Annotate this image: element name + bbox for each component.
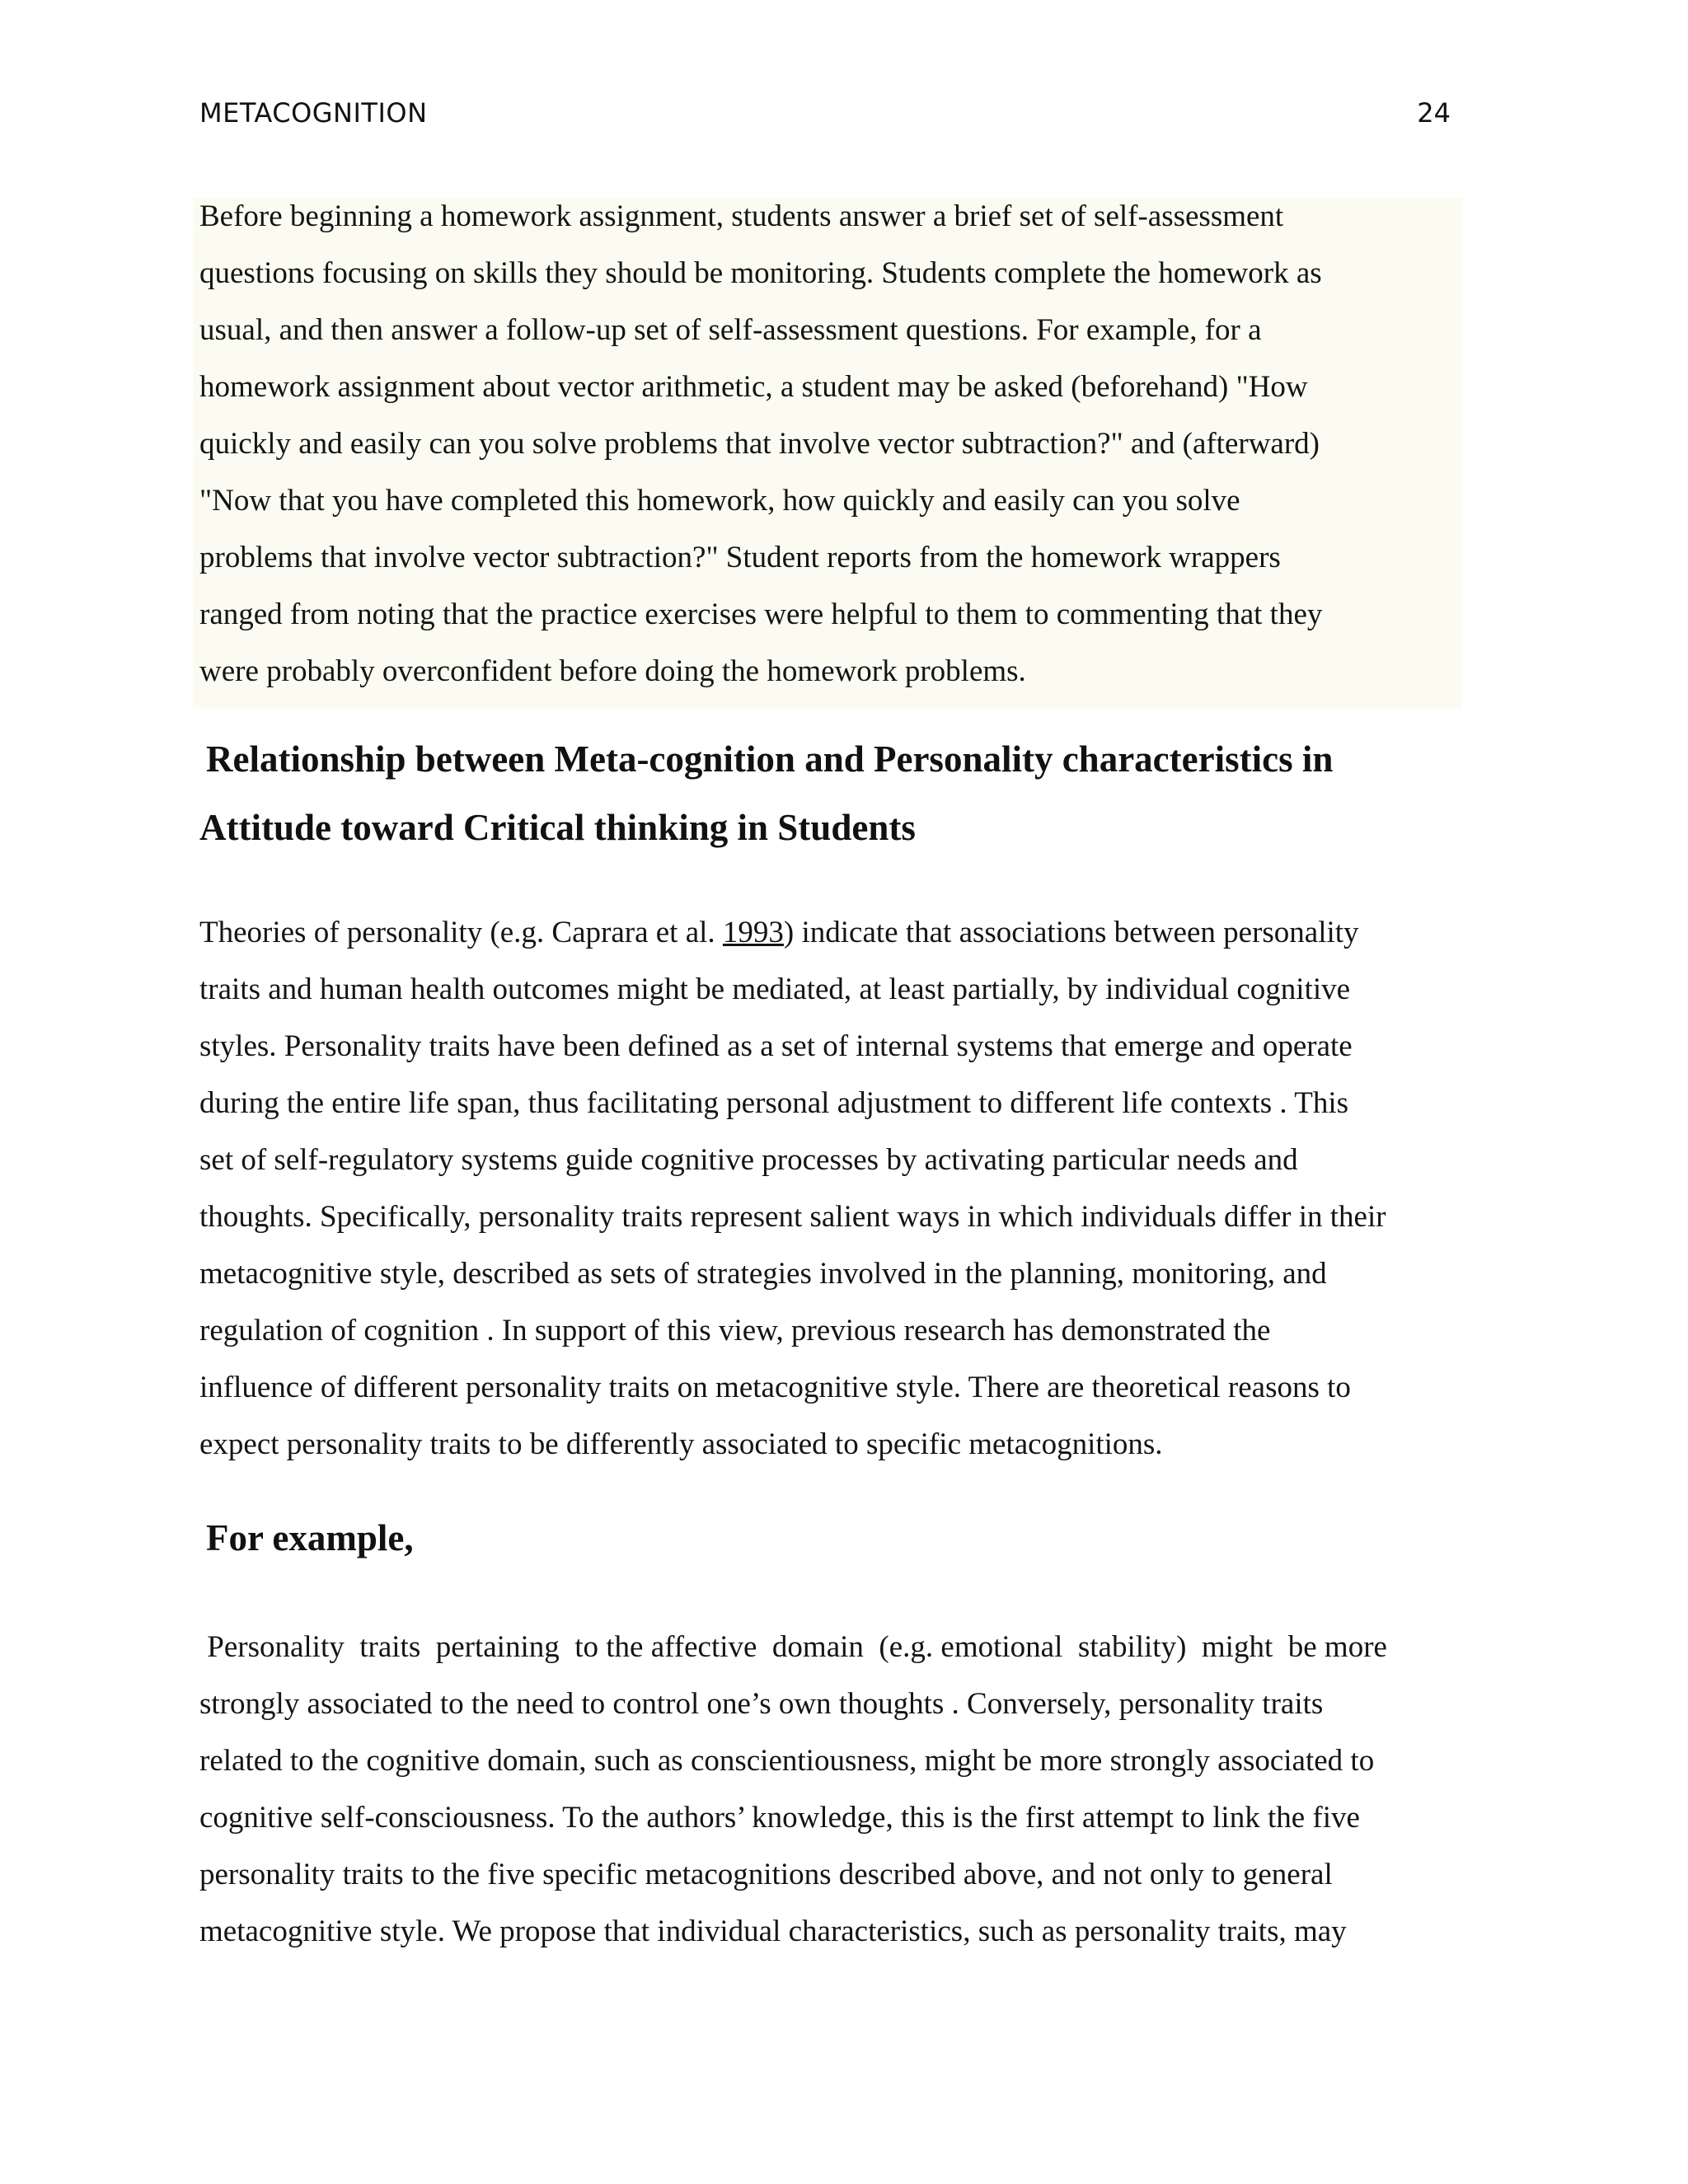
paragraph-line: during the entire life span, thus facilitating personal adjustment to different life contexts . This — [199, 1086, 1349, 1120]
paragraph-line: personality traits to the five specific metacognitions described above, and not only to general — [199, 1858, 1333, 1891]
paragraph-line: strongly associated to the need to control one’s own thoughts . Conversely, personality traits — [199, 1687, 1324, 1721]
citation-link-1993[interactable]: 1993 — [722, 916, 784, 949]
paragraph-line: questions focusing on skills they should be monitoring. Students complete the homework as — [199, 256, 1322, 290]
running-header-title: METACOGNITION — [199, 97, 428, 129]
paragraph-line: homework assignment about vector arithmetic, a student may be asked (beforehand) "How — [199, 370, 1308, 404]
paragraph-line: Before beginning a homework assignment, students answer a brief set of self-assessment — [199, 199, 1284, 233]
paragraph-line: expect personality traits to be differently associated to specific metacognitions. — [199, 1427, 1163, 1461]
paragraph-line — [199, 904, 1386, 961]
paragraph-line: regulation of cognition . In support of this view, previous research has demonstrated the — [199, 1314, 1271, 1347]
paragraph-homework-wrappers — [199, 188, 1322, 700]
paragraph-line: traits and human health outcomes might be mediated, at least partially, by individual cognitive — [199, 972, 1351, 1006]
paragraph-line: metacognitive style. We propose that individual characteristics, such as personality traits, may — [199, 1915, 1347, 1948]
paragraph-line: "Now that you have completed this homework, how quickly and easily can you solve — [199, 484, 1240, 518]
paragraph-affective-domain — [199, 1619, 1387, 1960]
paragraph-line: cognitive self-consciousness. To the authors’ knowledge, this is the first attempt to link the five — [199, 1801, 1360, 1835]
subheading-for-example: For example, — [206, 1517, 414, 1558]
page-number: 24 — [1417, 97, 1451, 129]
paragraph-personality-theories — [199, 904, 1386, 1473]
paragraph-line: set of self-regulatory systems guide cognitive processes by activating particular needs and — [199, 1143, 1298, 1177]
paragraph-line: ranged from noting that the practice exercises were helpful to them to commenting that they — [199, 598, 1323, 631]
paragraph-line: were probably overconfident before doing the homework problems. — [199, 654, 1026, 688]
paragraph-line: related to the cognitive domain, such as conscientiousness, might be more strongly associated to — [199, 1744, 1375, 1778]
text-after-citation: ) indicate that associations between personality — [783, 916, 1359, 949]
paragraph-line: usual, and then answer a follow-up set of self-assessment questions. For example, for a — [199, 313, 1262, 347]
paragraph-line: metacognitive style, described as sets of strategies involved in the planning, monitoring, and — [199, 1257, 1327, 1291]
section-heading-line-2: Attitude toward Critical thinking in Students — [199, 807, 916, 848]
section-heading-line-1: Relationship between Meta-cognition and Personality characteristics in — [206, 738, 1334, 780]
text-before-citation: Theories of personality (e.g. Caprara et al. — [199, 916, 723, 949]
paragraph-line: Personality traits pertaining to the affective domain (e.g. emotional stability) might be more — [199, 1630, 1387, 1664]
paragraph-line: thoughts. Specifically, personality traits represent salient ways in which individuals differ in their — [199, 1200, 1386, 1234]
paragraph-line: problems that involve vector subtraction?" Student reports from the homework wrappers — [199, 541, 1281, 574]
paragraph-line: styles. Personality traits have been defined as a set of internal systems that emerge and operate — [199, 1029, 1353, 1063]
paragraph-line: influence of different personality traits on metacognitive style. There are theoretical reasons to — [199, 1371, 1351, 1404]
paragraph-line: quickly and easily can you solve problems that involve vector subtraction?" and (afterward) — [199, 427, 1320, 461]
